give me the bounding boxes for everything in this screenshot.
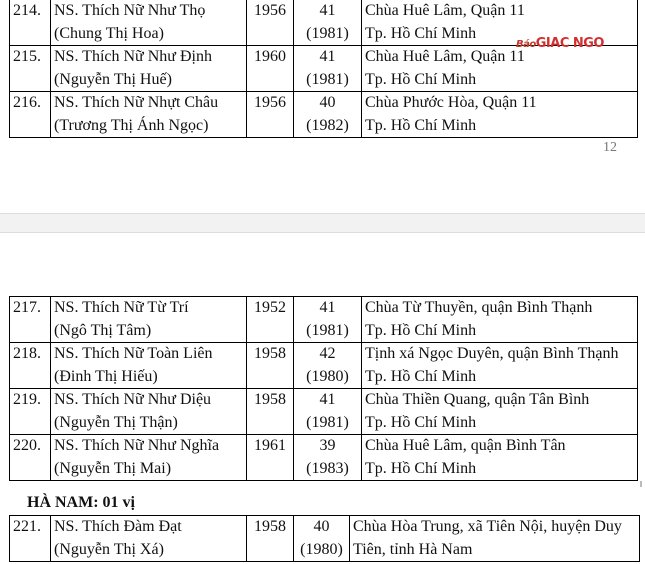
age-cell: 41 (1981)	[294, 297, 362, 343]
row-number: 218.	[10, 343, 51, 389]
age-cell: 40 (1980)	[294, 516, 350, 562]
age-cell: 42 (1980)	[294, 343, 362, 389]
table-row	[10, 92, 638, 138]
row-number: 215.	[10, 46, 51, 92]
temple-cell: Chùa Huê Lâm, Quận 11 Tp. Hồ Chí Minh	[362, 0, 638, 46]
name-cell: NS. Thích Nữ Như Diệu (Nguyễn Thị Thận)	[51, 389, 247, 435]
page-edge-marker	[640, 481, 642, 487]
name-cell: NS. Thích Nữ Như Thọ (Chung Thị Hoa)	[51, 0, 247, 46]
birth-year-cell: 1952	[247, 297, 294, 343]
document-page-12	[0, 0, 645, 213]
age-cell: 40 (1982)	[294, 92, 362, 138]
row-number: 216.	[10, 92, 51, 138]
temple-cell: Chùa Từ Thuyền, quận Bình Thạnh Tp. Hồ Chí Minh	[362, 297, 638, 343]
nun-roster-table	[9, 296, 638, 481]
temple-cell: Chùa Hòa Trung, xã Tiên Nội, huyện Duy Tiên, tỉnh Hà Nam	[350, 516, 640, 562]
newspaper-watermark-logo: BáoGIAC NGO	[516, 36, 604, 51]
name-cell: NS. Thích Nữ Toàn Liên (Đinh Thị Hiếu)	[51, 343, 247, 389]
birth-year-cell: 1956	[247, 92, 294, 138]
page-number: 12	[603, 140, 617, 155]
age-cell: 41 (1981)	[294, 389, 362, 435]
name-cell: NS. Thích Đàm Đạt (Nguyễn Thị Xá)	[51, 516, 247, 562]
name-cell: NS. Thích Nữ Từ Trí (Ngô Thị Tâm)	[51, 297, 247, 343]
birth-year-cell: 1958	[247, 516, 294, 562]
nun-roster-table-ha-nam	[9, 515, 640, 562]
name-cell: NS. Thích Nữ Như Nghĩa (Nguyễn Thị Mai)	[51, 435, 247, 481]
birth-year-cell: 1956	[247, 0, 294, 46]
age-cell: 41 (1981)	[294, 0, 362, 46]
row-number: 219.	[10, 389, 51, 435]
birth-year-cell: 1961	[247, 435, 294, 481]
temple-cell: Tịnh xá Ngọc Duyên, quận Bình Thạnh Tp. Hồ Chí Minh	[362, 343, 638, 389]
temple-cell: Chùa Huê Lâm, Quận 11 Tp. Hồ Chí Minh	[362, 46, 638, 92]
birth-year-cell: 1960	[247, 46, 294, 92]
page-break-gap	[0, 213, 645, 233]
age-cell: 39 (1983)	[294, 435, 362, 481]
table-row	[10, 297, 638, 343]
province-section-heading: HÀ NAM: 01 vị	[27, 494, 135, 511]
temple-cell: Chùa Phước Hòa, Quận 11 Tp. Hồ Chí Minh	[362, 92, 638, 138]
table-row	[10, 389, 638, 435]
name-cell: NS. Thích Nữ Như Định (Nguyễn Thị Huế)	[51, 46, 247, 92]
name-cell: NS. Thích Nữ Nhựt Châu (Trương Thị Ánh Ngọc)	[51, 92, 247, 138]
table-row	[10, 46, 638, 92]
row-number: 220.	[10, 435, 51, 481]
table-row	[10, 343, 638, 389]
age-cell: 41 (1981)	[294, 46, 362, 92]
row-number: 221.	[10, 516, 51, 562]
table-row	[10, 435, 638, 481]
temple-cell: Chùa Huê Lâm, quận Bình Tân Tp. Hồ Chí Minh	[362, 435, 638, 481]
document-page-13	[0, 233, 645, 564]
nun-roster-table	[9, 0, 638, 138]
table-row	[10, 516, 640, 562]
birth-year-cell: 1958	[247, 343, 294, 389]
row-number: 214.	[10, 0, 51, 46]
temple-cell: Chùa Thiền Quang, quận Tân Bình Tp. Hồ Chí Minh	[362, 389, 638, 435]
row-number: 217.	[10, 297, 51, 343]
birth-year-cell: 1958	[247, 389, 294, 435]
